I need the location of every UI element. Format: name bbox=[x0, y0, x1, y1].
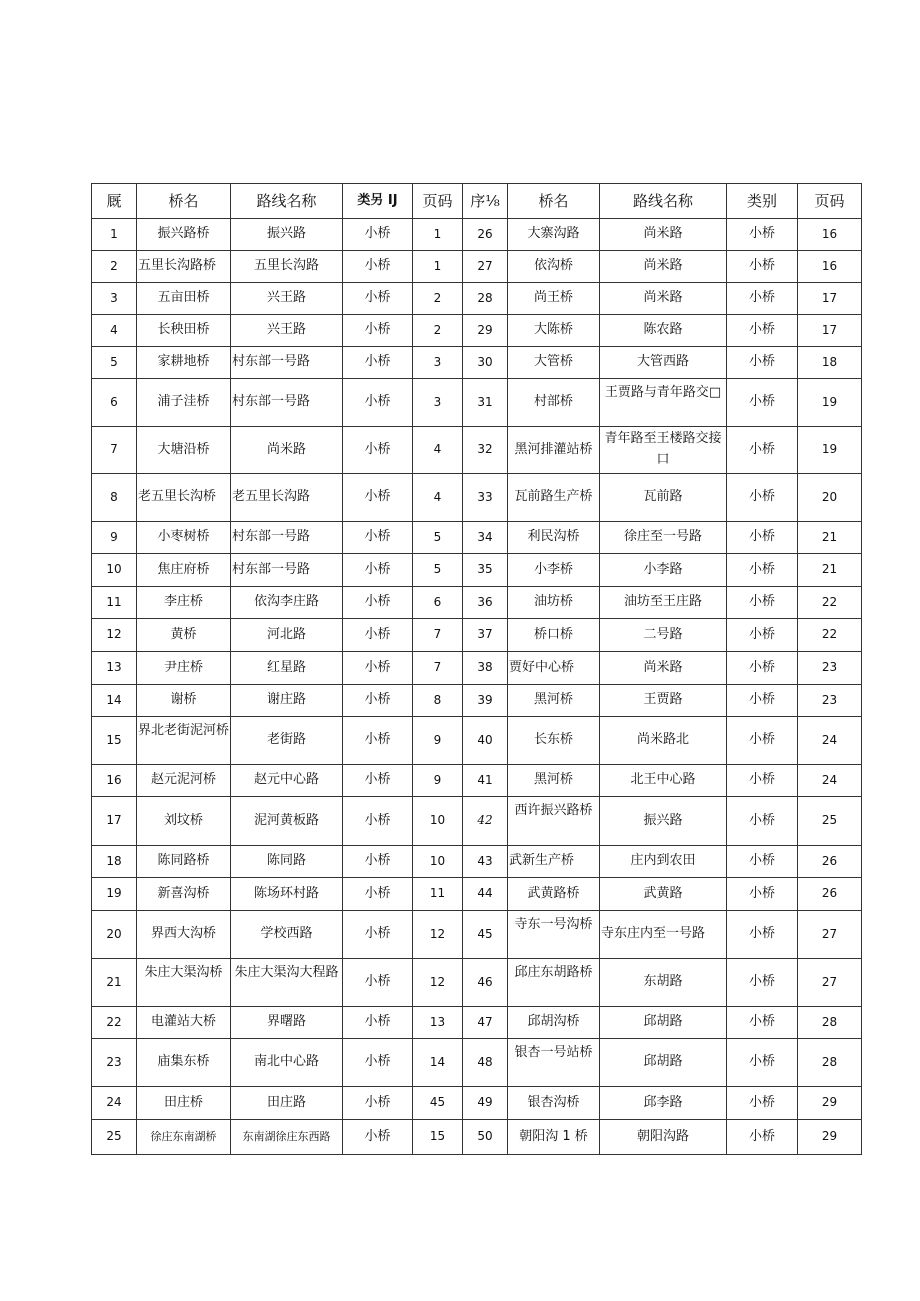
left-road-cell: 朱庄大渠沟大程路 bbox=[231, 959, 343, 1007]
left-name-cell: 老五里长沟桥 bbox=[137, 474, 231, 522]
left-road-cell: 村东部一号路 bbox=[231, 347, 343, 379]
right-page-cell: 17 bbox=[798, 315, 862, 347]
right-seq-cell: 35 bbox=[463, 554, 508, 587]
right-road-cell: 尚米路 bbox=[600, 652, 727, 685]
left-name-cell: 谢桥 bbox=[137, 685, 231, 717]
header-right-road: 路线名称 bbox=[600, 184, 727, 219]
left-page-cell: 12 bbox=[413, 959, 463, 1007]
right-page-cell: 25 bbox=[798, 797, 862, 846]
right-seq-cell: 27 bbox=[463, 251, 508, 283]
header-left-name: 桥名 bbox=[137, 184, 231, 219]
left-road-cell: 河北路 bbox=[231, 619, 343, 652]
left-name-cell: 界西大沟桥 bbox=[137, 911, 231, 959]
right-name-cell: 长东桥 bbox=[508, 717, 600, 765]
header-right-seq: 序⅛ bbox=[463, 184, 508, 219]
left-page-cell: 13 bbox=[413, 1007, 463, 1039]
right-seq-cell: 26 bbox=[463, 219, 508, 251]
left-page-cell: 1 bbox=[413, 219, 463, 251]
right-name-cell: 邱胡沟桥 bbox=[508, 1007, 600, 1039]
left-road-cell: 学校西路 bbox=[231, 911, 343, 959]
left-seq-cell: 21 bbox=[92, 959, 137, 1007]
left-page-cell: 15 bbox=[413, 1120, 463, 1155]
right-type-cell: 小桥 bbox=[727, 522, 798, 554]
right-seq-cell: 45 bbox=[463, 911, 508, 959]
left-name-cell: 小枣树桥 bbox=[137, 522, 231, 554]
left-page-cell: 3 bbox=[413, 347, 463, 379]
right-type-cell: 小桥 bbox=[727, 379, 798, 427]
left-type-cell: 小桥 bbox=[343, 522, 413, 554]
table-row bbox=[92, 587, 862, 619]
right-road-cell: 王贾路与青年路交□ bbox=[600, 379, 727, 427]
right-road-cell: 邱李路 bbox=[600, 1087, 727, 1120]
left-road-cell: 村东部一号路 bbox=[231, 522, 343, 554]
table-row bbox=[92, 315, 862, 347]
right-name-cell: 西许振兴路桥 bbox=[508, 797, 600, 846]
left-seq-cell: 13 bbox=[92, 652, 137, 685]
left-road-cell: 兴王路 bbox=[231, 283, 343, 315]
left-seq-cell: 24 bbox=[92, 1087, 137, 1120]
left-name-cell: 浦子洼桥 bbox=[137, 379, 231, 427]
left-type-cell: 小桥 bbox=[343, 878, 413, 911]
left-name-cell: 振兴路桥 bbox=[137, 219, 231, 251]
left-road-cell: 田庄路 bbox=[231, 1087, 343, 1120]
right-page-cell: 29 bbox=[798, 1087, 862, 1120]
right-seq-cell: 41 bbox=[463, 765, 508, 797]
left-page-cell: 7 bbox=[413, 619, 463, 652]
right-road-cell: 王贾路 bbox=[600, 685, 727, 717]
left-type-cell: 小桥 bbox=[343, 959, 413, 1007]
left-road-cell: 老五里长沟路 bbox=[231, 474, 343, 522]
right-type-cell: 小桥 bbox=[727, 959, 798, 1007]
left-type-cell: 小桥 bbox=[343, 911, 413, 959]
left-type-cell: 小桥 bbox=[343, 1039, 413, 1087]
right-type-cell: 小桥 bbox=[727, 717, 798, 765]
right-type-cell: 小桥 bbox=[727, 846, 798, 878]
left-seq-cell: 6 bbox=[92, 379, 137, 427]
table-row bbox=[92, 911, 862, 959]
left-type-cell: 小桥 bbox=[343, 765, 413, 797]
left-type-cell: 小桥 bbox=[343, 474, 413, 522]
right-road-cell: 邱胡路 bbox=[600, 1039, 727, 1087]
table-row bbox=[92, 685, 862, 717]
left-road-cell: 界曙路 bbox=[231, 1007, 343, 1039]
left-seq-cell: 9 bbox=[92, 522, 137, 554]
right-name-cell: 瓦前路生产桥 bbox=[508, 474, 600, 522]
right-type-cell: 小桥 bbox=[727, 1120, 798, 1155]
left-seq-cell: 22 bbox=[92, 1007, 137, 1039]
header-left-road: 路线名称 bbox=[231, 184, 343, 219]
right-type-cell: 小桥 bbox=[727, 797, 798, 846]
table-row bbox=[92, 347, 862, 379]
right-name-cell: 村部桥 bbox=[508, 379, 600, 427]
left-seq-cell: 3 bbox=[92, 283, 137, 315]
right-name-cell: 银杏沟桥 bbox=[508, 1087, 600, 1120]
left-page-cell: 14 bbox=[413, 1039, 463, 1087]
right-type-cell: 小桥 bbox=[727, 1039, 798, 1087]
left-road-cell: 兴王路 bbox=[231, 315, 343, 347]
header-row bbox=[92, 184, 862, 219]
left-type-cell: 小桥 bbox=[343, 685, 413, 717]
table-row bbox=[92, 554, 862, 587]
table-row bbox=[92, 1120, 862, 1155]
left-page-cell: 5 bbox=[413, 522, 463, 554]
left-page-cell: 45 bbox=[413, 1087, 463, 1120]
right-page-cell: 24 bbox=[798, 765, 862, 797]
right-type-cell: 小桥 bbox=[727, 315, 798, 347]
left-road-cell: 泥河黄板路 bbox=[231, 797, 343, 846]
header-right-type: 类别 bbox=[727, 184, 798, 219]
left-type-cell: 小桥 bbox=[343, 846, 413, 878]
right-type-cell: 小桥 bbox=[727, 251, 798, 283]
left-name-cell: 赵元泥河桥 bbox=[137, 765, 231, 797]
right-seq-cell: 46 bbox=[463, 959, 508, 1007]
right-type-cell: 小桥 bbox=[727, 878, 798, 911]
table-row bbox=[92, 797, 862, 846]
left-name-cell: 界北老街泥河桥 bbox=[137, 717, 231, 765]
right-name-cell: 朝阳沟 1 桥 bbox=[508, 1120, 600, 1155]
left-page-cell: 7 bbox=[413, 652, 463, 685]
right-name-cell: 桥口桥 bbox=[508, 619, 600, 652]
left-type-cell: 小桥 bbox=[343, 251, 413, 283]
left-seq-cell: 18 bbox=[92, 846, 137, 878]
right-road-cell: 大管西路 bbox=[600, 347, 727, 379]
right-page-cell: 19 bbox=[798, 379, 862, 427]
header-left-seq: 厩 bbox=[92, 184, 137, 219]
right-page-cell: 29 bbox=[798, 1120, 862, 1155]
left-page-cell: 2 bbox=[413, 315, 463, 347]
table-row bbox=[92, 1087, 862, 1120]
table-row bbox=[92, 474, 862, 522]
left-type-cell: 小桥 bbox=[343, 315, 413, 347]
left-name-cell: 新喜沟桥 bbox=[137, 878, 231, 911]
left-seq-cell: 10 bbox=[92, 554, 137, 587]
right-page-cell: 22 bbox=[798, 587, 862, 619]
left-type-cell: 小桥 bbox=[343, 379, 413, 427]
table-row bbox=[92, 379, 862, 427]
left-name-cell: 焦庄府桥 bbox=[137, 554, 231, 587]
right-road-cell: 陈农路 bbox=[600, 315, 727, 347]
table-row bbox=[92, 522, 862, 554]
right-page-cell: 18 bbox=[798, 347, 862, 379]
right-seq-cell: 40 bbox=[463, 717, 508, 765]
bridge-index-table bbox=[91, 183, 862, 1155]
right-road-cell: 尚米路 bbox=[600, 251, 727, 283]
right-seq-cell: 31 bbox=[463, 379, 508, 427]
right-seq-cell: 49 bbox=[463, 1087, 508, 1120]
left-page-cell: 9 bbox=[413, 717, 463, 765]
left-seq-cell: 16 bbox=[92, 765, 137, 797]
left-road-cell: 村东部一号路 bbox=[231, 554, 343, 587]
table-row bbox=[92, 717, 862, 765]
right-name-cell: 贾好中心桥 bbox=[508, 652, 600, 685]
left-type-cell: 小桥 bbox=[343, 283, 413, 315]
left-page-cell: 10 bbox=[413, 797, 463, 846]
left-seq-cell: 1 bbox=[92, 219, 137, 251]
right-seq-cell: 37 bbox=[463, 619, 508, 652]
left-type-cell: 小桥 bbox=[343, 587, 413, 619]
right-name-cell: 大管桥 bbox=[508, 347, 600, 379]
right-name-cell: 寺东一号沟桥 bbox=[508, 911, 600, 959]
left-name-cell: 尹庄桥 bbox=[137, 652, 231, 685]
left-name-cell: 黄桥 bbox=[137, 619, 231, 652]
header-right-name: 桥名 bbox=[508, 184, 600, 219]
left-page-cell: 4 bbox=[413, 474, 463, 522]
table-row bbox=[92, 652, 862, 685]
left-road-cell: 陈同路 bbox=[231, 846, 343, 878]
right-page-cell: 20 bbox=[798, 474, 862, 522]
left-name-cell: 田庄桥 bbox=[137, 1087, 231, 1120]
right-type-cell: 小桥 bbox=[727, 1007, 798, 1039]
left-type-cell: 小桥 bbox=[343, 797, 413, 846]
left-seq-cell: 4 bbox=[92, 315, 137, 347]
right-type-cell: 小桥 bbox=[727, 554, 798, 587]
left-name-cell: 电灌站大桥 bbox=[137, 1007, 231, 1039]
right-type-cell: 小桥 bbox=[727, 474, 798, 522]
right-seq-cell: 47 bbox=[463, 1007, 508, 1039]
left-page-cell: 1 bbox=[413, 251, 463, 283]
right-seq-cell: 44 bbox=[463, 878, 508, 911]
left-name-cell: 五亩田桥 bbox=[137, 283, 231, 315]
right-name-cell: 银杏一号站桥 bbox=[508, 1039, 600, 1087]
left-page-cell: 12 bbox=[413, 911, 463, 959]
right-seq-cell: 50 bbox=[463, 1120, 508, 1155]
left-page-cell: 4 bbox=[413, 427, 463, 474]
right-page-cell: 23 bbox=[798, 652, 862, 685]
right-seq-cell: 29 bbox=[463, 315, 508, 347]
right-type-cell: 小桥 bbox=[727, 765, 798, 797]
left-name-cell: 长秧田桥 bbox=[137, 315, 231, 347]
left-type-cell: 小桥 bbox=[343, 619, 413, 652]
right-name-cell: 油坊桥 bbox=[508, 587, 600, 619]
left-road-cell: 南北中心路 bbox=[231, 1039, 343, 1087]
left-page-cell: 6 bbox=[413, 587, 463, 619]
right-name-cell: 黑河桥 bbox=[508, 685, 600, 717]
left-page-cell: 9 bbox=[413, 765, 463, 797]
left-seq-cell: 23 bbox=[92, 1039, 137, 1087]
left-name-cell: 五里长沟路桥 bbox=[137, 251, 231, 283]
right-page-cell: 27 bbox=[798, 911, 862, 959]
right-seq-cell: 36 bbox=[463, 587, 508, 619]
left-page-cell: 8 bbox=[413, 685, 463, 717]
right-name-cell: 邱庄东胡路桥 bbox=[508, 959, 600, 1007]
right-name-cell: 武新生产桥 bbox=[508, 846, 600, 878]
right-page-cell: 21 bbox=[798, 522, 862, 554]
table-row bbox=[92, 619, 862, 652]
right-seq-cell: 32 bbox=[463, 427, 508, 474]
right-name-cell: 依沟桥 bbox=[508, 251, 600, 283]
left-seq-cell: 14 bbox=[92, 685, 137, 717]
right-road-cell: 朝阳沟路 bbox=[600, 1120, 727, 1155]
right-road-cell: 寺东庄内至一号路 bbox=[600, 911, 727, 959]
right-seq-cell: 43 bbox=[463, 846, 508, 878]
right-seq-cell: 48 bbox=[463, 1039, 508, 1087]
right-page-cell: 22 bbox=[798, 619, 862, 652]
right-road-cell: 二号路 bbox=[600, 619, 727, 652]
table-row bbox=[92, 846, 862, 878]
right-road-cell: 徐庄至一号路 bbox=[600, 522, 727, 554]
right-type-cell: 小桥 bbox=[727, 911, 798, 959]
right-road-cell: 邱胡路 bbox=[600, 1007, 727, 1039]
table-row bbox=[92, 1039, 862, 1087]
right-road-cell: 小李路 bbox=[600, 554, 727, 587]
left-road-cell: 振兴路 bbox=[231, 219, 343, 251]
right-road-cell: 尚米路 bbox=[600, 283, 727, 315]
right-name-cell: 黑河排灌站桥 bbox=[508, 427, 600, 474]
right-name-cell: 大陈桥 bbox=[508, 315, 600, 347]
left-seq-cell: 2 bbox=[92, 251, 137, 283]
left-name-cell: 刘坟桥 bbox=[137, 797, 231, 846]
left-road-cell: 红星路 bbox=[231, 652, 343, 685]
left-page-cell: 10 bbox=[413, 846, 463, 878]
right-road-cell: 尚米路北 bbox=[600, 717, 727, 765]
right-name-cell: 武黄路桥 bbox=[508, 878, 600, 911]
table-row bbox=[92, 283, 862, 315]
left-type-cell: 小桥 bbox=[343, 1087, 413, 1120]
right-road-cell: 庄内到农田 bbox=[600, 846, 727, 878]
header-right-page: 页码 bbox=[798, 184, 862, 219]
right-seq-cell: 39 bbox=[463, 685, 508, 717]
right-seq-cell: 34 bbox=[463, 522, 508, 554]
left-type-cell: 小桥 bbox=[343, 347, 413, 379]
right-name-cell: 黑河桥 bbox=[508, 765, 600, 797]
left-seq-cell: 12 bbox=[92, 619, 137, 652]
right-road-cell: 武黄路 bbox=[600, 878, 727, 911]
left-name-cell: 朱庄大渠沟桥 bbox=[137, 959, 231, 1007]
right-road-cell: 尚米路 bbox=[600, 219, 727, 251]
right-seq-cell: 30 bbox=[463, 347, 508, 379]
right-page-cell: 16 bbox=[798, 251, 862, 283]
right-page-cell: 24 bbox=[798, 717, 862, 765]
right-type-cell: 小桥 bbox=[727, 685, 798, 717]
left-seq-cell: 7 bbox=[92, 427, 137, 474]
left-page-cell: 5 bbox=[413, 554, 463, 587]
right-name-cell: 大寨沟路 bbox=[508, 219, 600, 251]
left-road-cell: 依沟李庄路 bbox=[231, 587, 343, 619]
right-road-cell: 东胡路 bbox=[600, 959, 727, 1007]
table-body bbox=[92, 219, 862, 1155]
table-row bbox=[92, 959, 862, 1007]
left-seq-cell: 19 bbox=[92, 878, 137, 911]
table-row bbox=[92, 878, 862, 911]
left-road-cell: 村东部一号路 bbox=[231, 379, 343, 427]
right-name-cell: 尚王桥 bbox=[508, 283, 600, 315]
left-seq-cell: 15 bbox=[92, 717, 137, 765]
right-seq-cell: 42 bbox=[463, 797, 508, 846]
left-name-cell: 徐庄东南湖桥 bbox=[137, 1120, 231, 1155]
left-name-cell: 陈同路桥 bbox=[137, 846, 231, 878]
right-page-cell: 19 bbox=[798, 427, 862, 474]
right-page-cell: 23 bbox=[798, 685, 862, 717]
right-type-cell: 小桥 bbox=[727, 619, 798, 652]
right-type-cell: 小桥 bbox=[727, 427, 798, 474]
left-page-cell: 3 bbox=[413, 379, 463, 427]
right-seq-cell: 33 bbox=[463, 474, 508, 522]
right-type-cell: 小桥 bbox=[727, 1087, 798, 1120]
left-type-cell: 小桥 bbox=[343, 1007, 413, 1039]
left-type-cell: 小桥 bbox=[343, 427, 413, 474]
left-type-cell: 小桥 bbox=[343, 652, 413, 685]
left-type-cell: 小桥 bbox=[343, 717, 413, 765]
left-name-cell: 大塘沿桥 bbox=[137, 427, 231, 474]
right-name-cell: 小李桥 bbox=[508, 554, 600, 587]
right-page-cell: 26 bbox=[798, 878, 862, 911]
left-page-cell: 11 bbox=[413, 878, 463, 911]
right-page-cell: 26 bbox=[798, 846, 862, 878]
right-page-cell: 28 bbox=[798, 1007, 862, 1039]
right-type-cell: 小桥 bbox=[727, 283, 798, 315]
left-road-cell: 谢庄路 bbox=[231, 685, 343, 717]
right-road-cell: 北王中心路 bbox=[600, 765, 727, 797]
left-name-cell: 庙集东桥 bbox=[137, 1039, 231, 1087]
right-road-cell: 瓦前路 bbox=[600, 474, 727, 522]
right-road-cell: 振兴路 bbox=[600, 797, 727, 846]
table-row bbox=[92, 251, 862, 283]
left-type-cell: 小桥 bbox=[343, 219, 413, 251]
right-seq-cell: 28 bbox=[463, 283, 508, 315]
right-type-cell: 小桥 bbox=[727, 347, 798, 379]
left-seq-cell: 25 bbox=[92, 1120, 137, 1155]
right-page-cell: 27 bbox=[798, 959, 862, 1007]
header-left-type: 类另 IJ bbox=[343, 184, 413, 219]
left-name-cell: 家耕地桥 bbox=[137, 347, 231, 379]
right-name-cell: 利民沟桥 bbox=[508, 522, 600, 554]
right-page-cell: 17 bbox=[798, 283, 862, 315]
right-road-cell: 油坊至王庄路 bbox=[600, 587, 727, 619]
left-seq-cell: 5 bbox=[92, 347, 137, 379]
right-page-cell: 21 bbox=[798, 554, 862, 587]
left-seq-cell: 8 bbox=[92, 474, 137, 522]
right-road-cell: 青年路至王楼路交接口 bbox=[600, 427, 727, 474]
left-road-cell: 赵元中心路 bbox=[231, 765, 343, 797]
right-seq-cell: 38 bbox=[463, 652, 508, 685]
table-row bbox=[92, 219, 862, 251]
left-road-cell: 东南湖徐庄东西路 bbox=[231, 1120, 343, 1155]
header-left-page: 页码 bbox=[413, 184, 463, 219]
right-type-cell: 小桥 bbox=[727, 652, 798, 685]
left-road-cell: 陈场环村路 bbox=[231, 878, 343, 911]
left-seq-cell: 17 bbox=[92, 797, 137, 846]
left-road-cell: 尚米路 bbox=[231, 427, 343, 474]
left-page-cell: 2 bbox=[413, 283, 463, 315]
left-seq-cell: 11 bbox=[92, 587, 137, 619]
table-row bbox=[92, 1007, 862, 1039]
right-type-cell: 小桥 bbox=[727, 587, 798, 619]
left-type-cell: 小桥 bbox=[343, 554, 413, 587]
left-type-cell: 小桥 bbox=[343, 1120, 413, 1155]
table-row bbox=[92, 765, 862, 797]
right-page-cell: 28 bbox=[798, 1039, 862, 1087]
left-road-cell: 老街路 bbox=[231, 717, 343, 765]
left-seq-cell: 20 bbox=[92, 911, 137, 959]
table-row bbox=[92, 427, 862, 474]
left-name-cell: 李庄桥 bbox=[137, 587, 231, 619]
right-type-cell: 小桥 bbox=[727, 219, 798, 251]
right-page-cell: 16 bbox=[798, 219, 862, 251]
left-road-cell: 五里长沟路 bbox=[231, 251, 343, 283]
